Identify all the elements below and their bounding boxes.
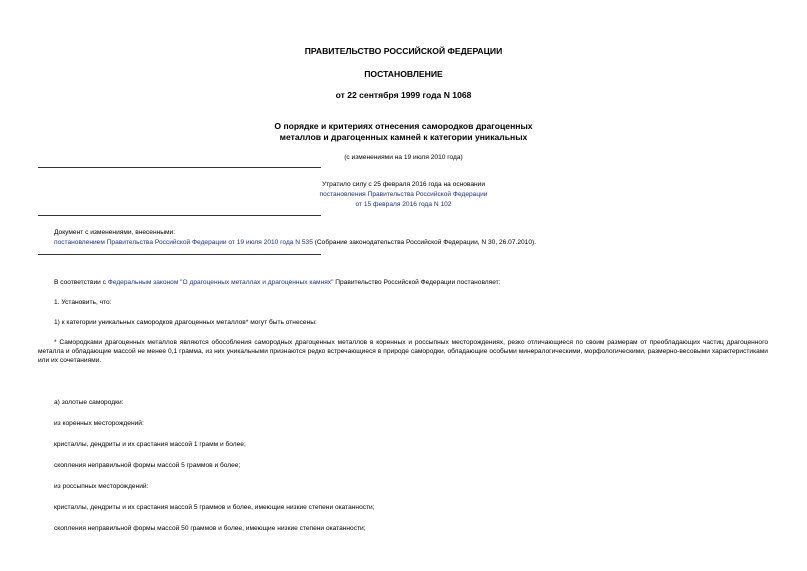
preamble-text-start: В соответствии с	[54, 279, 108, 286]
expired-note: Утратило силу с 25 февраля 2016 года на основании	[321, 181, 486, 188]
list-item: из россыпных месторождений:	[54, 483, 149, 490]
federal-law-link[interactable]: Федеральным законом "О драгоценных металлах и драгоценных камнях"	[107, 279, 334, 286]
clause-1: 1. Установить, что:	[54, 299, 112, 306]
list-item: а) золотые самородки:	[54, 399, 124, 406]
title-line-1: О порядке и критериях отнесения самородков драгоценных	[274, 121, 533, 131]
date-number-heading: от 22 сентября 1999 года N 1068	[335, 90, 472, 100]
divider	[38, 215, 321, 216]
changes-label: Документ с изменениями, внесенными:	[54, 229, 176, 236]
preamble	[54, 278, 501, 287]
clause-1-1: 1) к категории уникальных самородков драгоценных металлов* могут быть отнесены:	[54, 319, 317, 326]
changes-line	[54, 238, 536, 247]
divider	[38, 167, 321, 168]
preamble-text-end: Правительство Российской Федерации постановляет:	[333, 279, 501, 286]
list-item: скопления неправильной формы массой 50 граммов и более, имеющие низкие степени окатанности;	[54, 525, 366, 532]
government-heading: ПРАВИТЕЛЬСТВО РОССИЙСКОЙ ФЕДЕРАЦИИ	[304, 46, 503, 56]
expired-link-line-1[interactable]: постановления Правительства Российской Федерации	[319, 191, 488, 198]
divider	[38, 254, 321, 255]
expired-link-line-2[interactable]: от 15 февраля 2016 года N 102	[355, 201, 452, 208]
changes-source: (Собрание законодательства Российской Федерации, N 30, 26.07.2010).	[312, 239, 537, 246]
amendment-note: (с изменениями на 19 июля 2010 года)	[344, 154, 463, 161]
changes-link[interactable]: постановлением Правительства Российской Федерации от 19 июля 2010 года N 535	[54, 239, 313, 246]
list-item: из коренных месторождений:	[54, 420, 144, 427]
list-item: кристаллы, дендриты и их срастания массой 5 граммов и более, имеющие низкие степени окатанности;	[54, 504, 375, 511]
footnote-paragraph: * Самородками драгоценных металлов являются обособления самородных драгоценных металлов в коренных и россыпных месторождениях, резко отличающиеся по своим размерам от преобладающих частиц драгоценного металла и обладающие массой не менее 0,1 грамма, из них уникальными признаются редко встречающиеся в природе самородки, обладающие особыми минералогическими, морфологическими, размерно-весовыми характеристиками или их сочетаниями.	[38, 339, 768, 364]
list-item: кристаллы, дендриты и их срастания массой 1 грамм и более;	[54, 441, 246, 448]
title-line-2: металлов и драгоценных камней к категории уникальных	[279, 132, 528, 142]
list-item: скопления неправильной формы массой 5 граммов и более;	[54, 462, 241, 469]
doc-type-heading: ПОСТАНОВЛЕНИЕ	[364, 69, 443, 79]
